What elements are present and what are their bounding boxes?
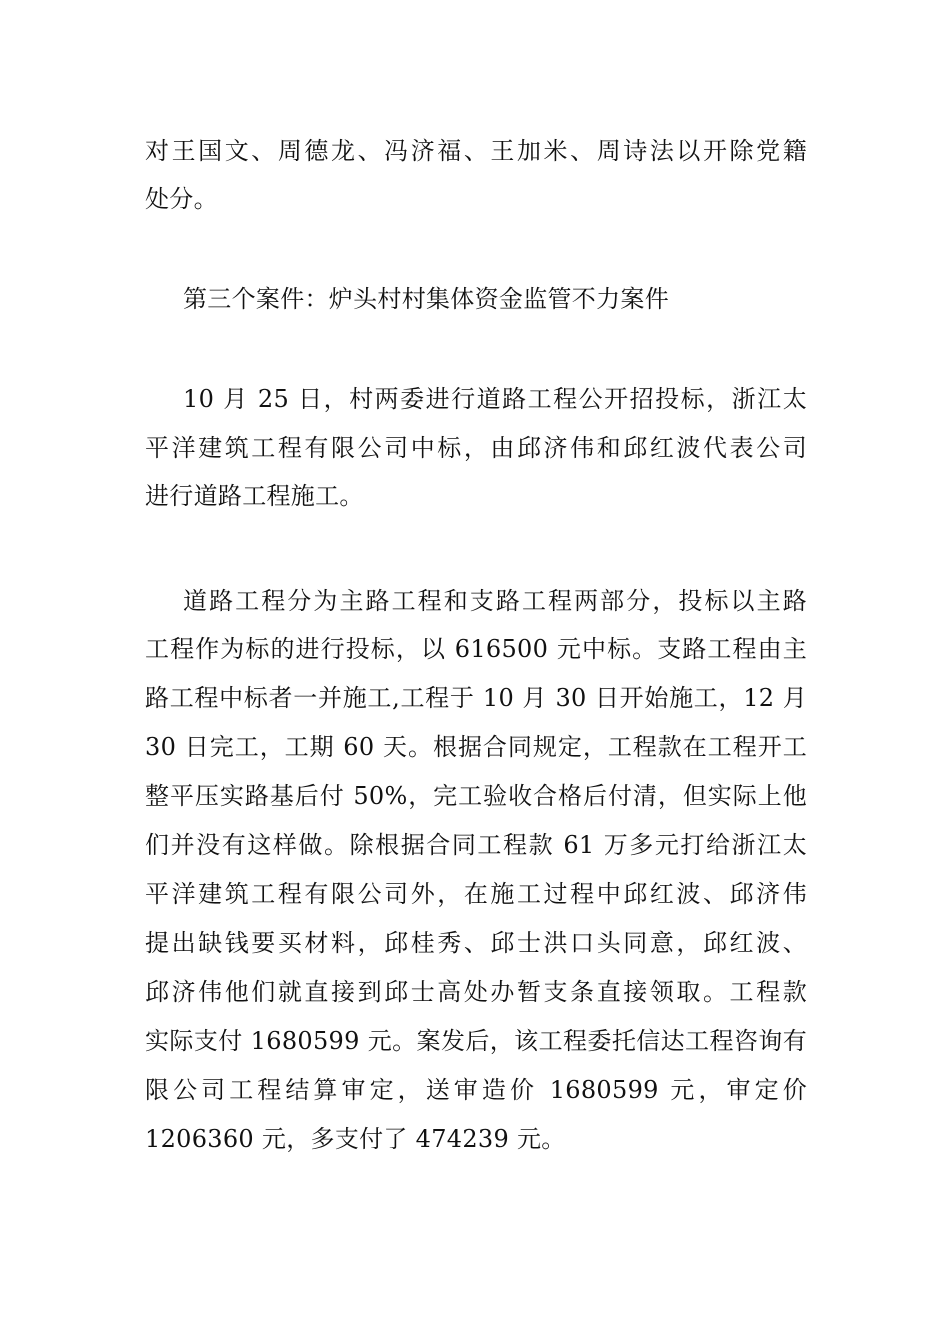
paragraph-line: 30 日完工，工期 60 天。根据合同规定，工程款在工程开工 (145, 733, 807, 761)
paragraph-line: 路工程中标者一并施工,工程于 10 月 30 日开始施工，12 月 (145, 684, 807, 712)
case-heading: 第三个案件：炉头村村集体资金监管不力案件 (183, 285, 669, 313)
paragraph-line: 提出缺钱要买材料，邱桂秀、邱士洪口头同意，邱红波、 (145, 929, 807, 957)
paragraph-line: 邱济伟他们就直接到邱士高处办暂支条直接领取。工程款 (145, 978, 807, 1006)
paragraph-line: 工程作为标的进行投标，以 616500 元中标。支路工程由主 (145, 635, 807, 663)
paragraph-line: 平洋建筑工程有限公司外，在施工过程中邱红波、邱济伟 (145, 880, 807, 908)
paragraph-line: 整平压实路基后付 50%，完工验收合格后付清，但实际上他 (145, 782, 807, 810)
paragraph-line: 处分。 (145, 185, 218, 213)
paragraph-line: 道路工程分为主路工程和支路工程两部分，投标以主路 (183, 587, 807, 615)
paragraph-line: 1206360 元，多支付了 474239 元。 (145, 1125, 566, 1153)
paragraph-line: 们并没有这样做。除根据合同工程款 61 万多元打给浙江太 (145, 831, 807, 859)
paragraph-line: 10 月 25 日，村两委进行道路工程公开招投标，浙江太 (183, 385, 807, 413)
paragraph-line: 进行道路工程施工。 (145, 482, 364, 510)
paragraph-line: 对王国文、周德龙、冯济福、王加米、周诗法以开除党籍 (145, 137, 807, 165)
paragraph-line: 实际支付 1680599 元。案发后，该工程委托信达工程咨询有 (145, 1027, 807, 1055)
paragraph-line: 平洋建筑工程有限公司中标，由邱济伟和邱红波代表公司 (145, 434, 807, 462)
paragraph-line: 限公司工程结算审定，送审造价 1680599 元，审定价 (145, 1076, 807, 1104)
